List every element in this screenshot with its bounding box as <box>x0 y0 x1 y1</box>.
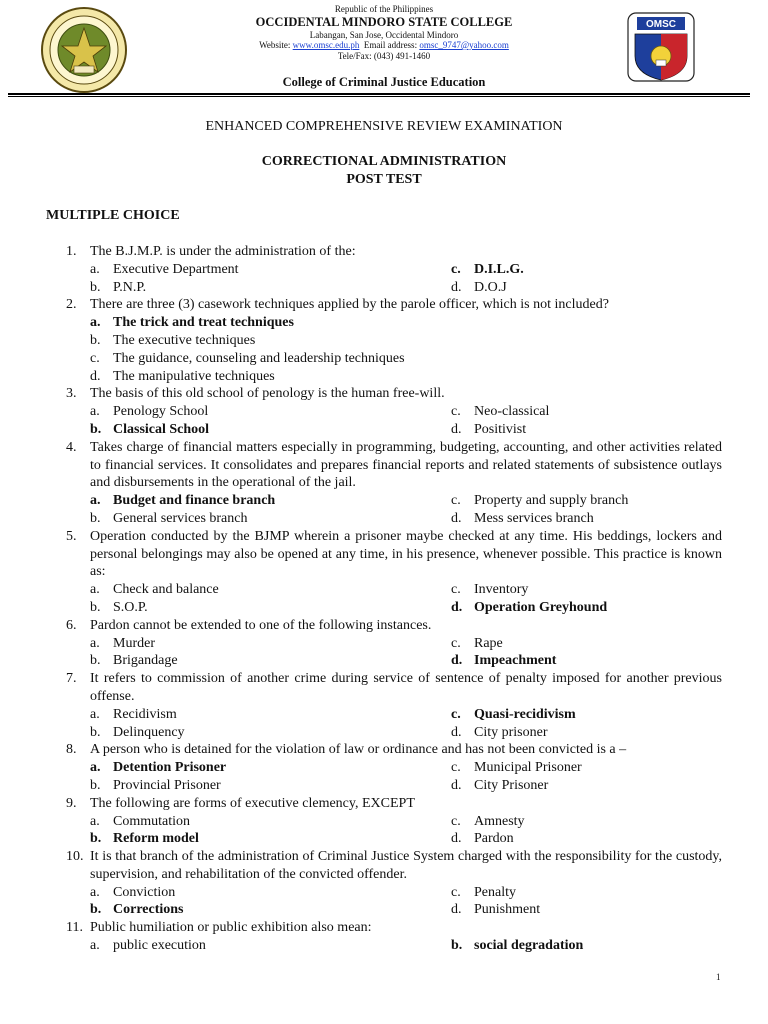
option-letter: a. <box>90 884 100 900</box>
option-row <box>0 759 768 777</box>
question-number: 2. <box>66 297 77 313</box>
option-text: Municipal Prisoner <box>474 760 582 776</box>
option-row <box>0 706 768 724</box>
option-letter: b. <box>90 724 101 740</box>
question-item <box>0 296 768 385</box>
question-item <box>0 385 768 438</box>
header-divider-thin <box>8 96 750 97</box>
option-letter: a. <box>90 261 100 277</box>
option-letter: c. <box>451 261 461 277</box>
department-name: College of Criminal Justice Education <box>282 75 486 89</box>
question-number: 9. <box>66 795 77 811</box>
option-text: Mess services branch <box>474 510 594 526</box>
option <box>90 884 175 902</box>
option-text: City Prisoner <box>474 777 549 793</box>
question-number: 6. <box>66 617 77 633</box>
option-letter: a. <box>90 493 101 509</box>
option <box>90 724 185 742</box>
option-row <box>0 492 768 510</box>
question-item <box>0 439 768 528</box>
option-text: Commutation <box>113 813 190 829</box>
option-row <box>0 813 768 831</box>
option-text: Recidivism <box>113 706 177 722</box>
question-number: 5. <box>66 528 77 544</box>
option-text: Amnesty <box>474 813 525 829</box>
option-letter: d. <box>451 777 462 793</box>
contact-line <box>160 40 608 50</box>
option-letter: a. <box>90 635 100 651</box>
option-row <box>0 937 768 955</box>
option-letter: d. <box>451 279 462 295</box>
option-text: D.O.J <box>474 279 507 295</box>
option-letter: c. <box>451 706 461 722</box>
option-text: Provincial Prisoner <box>113 777 221 793</box>
option-correct <box>451 261 524 279</box>
option-letter: c. <box>451 582 461 598</box>
republic-line: Republic of the Philippines <box>334 4 434 14</box>
question-number: 7. <box>66 671 77 687</box>
option <box>451 421 526 439</box>
question-item <box>0 528 768 617</box>
option-text: Conviction <box>113 884 176 900</box>
option-text: Budget and finance branch <box>113 493 276 509</box>
option <box>90 510 247 528</box>
question-text: Takes charge of financial matters especially in programming, budgeting, accounting, and other activities related to financial services. It consolidates and prepares financial reports and related statements of subsistence outlays and disbursements in the operational of the jail. <box>90 439 722 491</box>
option <box>90 652 178 670</box>
option-text: General services branch <box>113 510 248 526</box>
question-text: Pardon cannot be extended to one of the following instances. <box>90 617 432 633</box>
option-letter: d. <box>451 599 463 615</box>
option <box>90 350 405 368</box>
option-correct <box>451 706 576 724</box>
option-text: S.O.P. <box>113 599 148 615</box>
option-text: Property and supply branch <box>474 493 629 509</box>
option-text: Operation Greyhound <box>474 599 608 615</box>
option-letter: b. <box>451 938 463 954</box>
question-number: 8. <box>66 742 77 758</box>
option-text: Classical School <box>113 421 210 437</box>
question-number: 10. <box>66 849 84 865</box>
option-correct <box>451 652 556 670</box>
question-text: Operation conducted by the BJMP wherein a prisoner maybe checked at any time. His beddings, lockers and personal belongings may also be opened at any time, in his presence, whenever possible. This practice is known as: <box>90 528 722 580</box>
option-letter: a. <box>90 706 100 722</box>
option-row <box>0 510 768 528</box>
option <box>451 279 507 297</box>
exam-title: ENHANCED COMPREHENSIVE REVIEW EXAMINATION <box>205 119 563 134</box>
option-letter: c. <box>451 404 461 420</box>
question-item <box>0 848 768 919</box>
option <box>90 777 221 795</box>
option-letter: d. <box>451 831 462 847</box>
question-text: It refers to commission of another crime during service of sentence of penalty imposed for another previous offense. <box>90 671 722 704</box>
option-letter: d. <box>451 902 462 918</box>
option-text: D.I.L.G. <box>474 261 524 277</box>
option-text: Brigandage <box>113 653 178 669</box>
question-item <box>0 741 768 794</box>
option-row <box>0 421 768 439</box>
option <box>451 777 548 795</box>
option <box>451 884 516 902</box>
option-text: Pardon <box>474 831 514 847</box>
option-row <box>0 599 768 617</box>
question-number: 3. <box>66 386 77 402</box>
option-text: Executive Department <box>113 261 239 277</box>
option-letter: b. <box>90 279 101 295</box>
option-text: social degradation <box>474 938 584 954</box>
option-row <box>0 332 768 350</box>
option <box>451 724 548 742</box>
option-letter: c. <box>451 760 461 776</box>
option <box>90 279 146 297</box>
option <box>90 403 208 421</box>
question-number: 1. <box>66 244 77 259</box>
option <box>451 510 594 528</box>
question-item <box>0 243 768 296</box>
option-correct <box>451 599 607 617</box>
option <box>90 635 155 653</box>
option <box>90 581 219 599</box>
option-correct <box>90 314 294 332</box>
option-letter: a. <box>90 813 100 829</box>
option-text: Check and balance <box>113 582 219 598</box>
option-row <box>0 279 768 297</box>
option-letter: d. <box>451 653 463 669</box>
option <box>90 706 177 724</box>
option-letter: a. <box>90 404 100 420</box>
option-letter: d. <box>451 421 462 437</box>
option <box>90 813 190 831</box>
header-divider-thick <box>8 93 750 95</box>
question-text: The following are forms of executive clemency, EXCEPT <box>90 795 415 811</box>
option-letter: a. <box>90 760 101 776</box>
option-text: Punishment <box>474 902 541 918</box>
option-row <box>0 901 768 919</box>
option-row <box>0 635 768 653</box>
college-seal-logo <box>40 6 128 94</box>
test-title: POST TEST <box>346 172 422 187</box>
option-letter: d. <box>451 510 462 526</box>
option <box>451 759 582 777</box>
option-letter: b. <box>90 777 101 793</box>
option-text: Penalty <box>474 884 516 900</box>
option-text: Neo-classical <box>474 404 550 420</box>
option-text: Quasi-recidivism <box>474 706 576 722</box>
question-item <box>0 919 768 955</box>
option-letter: b. <box>90 902 102 918</box>
option <box>90 261 239 279</box>
option-letter: b. <box>90 831 102 847</box>
option-letter: b. <box>90 332 101 348</box>
option-row <box>0 314 768 332</box>
option-correct <box>90 830 199 848</box>
option-correct <box>90 421 209 439</box>
option <box>451 581 528 599</box>
option-text: Murder <box>113 635 155 651</box>
email-link[interactable]: omsc_9747@yahoo.com <box>419 40 509 50</box>
email-label: Email address: <box>363 40 418 50</box>
page-number: 1 <box>716 972 721 982</box>
question-list <box>0 243 768 955</box>
option-letter: b. <box>90 421 102 437</box>
option-letter: c. <box>451 884 461 900</box>
option-text: Reform model <box>113 831 199 847</box>
option-text: The trick and treat techniques <box>113 315 294 331</box>
option-text: Inventory <box>474 582 529 598</box>
option <box>451 492 628 510</box>
option <box>451 813 525 831</box>
option-text: Impeachment <box>474 653 557 669</box>
question-text: It is that branch of the administration of Criminal Justice System charged with the responsibility for the custody, supervision, and rehabilitation of the convicted offender. <box>90 849 722 882</box>
option-letter: a. <box>90 938 100 954</box>
option <box>451 403 549 421</box>
option-text: Penology School <box>113 404 209 420</box>
question-text: Public humiliation or public exhibition also mean: <box>90 920 372 936</box>
option-correct <box>90 759 226 777</box>
section-heading: MULTIPLE CHOICE <box>46 208 180 223</box>
option-row <box>0 581 768 599</box>
question-text: The basis of this old school of penology is the human free-will. <box>90 386 445 402</box>
question-item <box>0 670 768 741</box>
question-text: The B.J.M.P. is under the administration of the: <box>90 244 356 259</box>
omsc-logo-text: OMSC <box>646 19 676 30</box>
option-letter: d. <box>90 368 101 384</box>
option-letter: b. <box>90 653 101 669</box>
option-text: The guidance, counseling and leadership techniques <box>113 350 405 366</box>
option <box>451 830 514 848</box>
option-letter: c. <box>451 813 461 829</box>
option <box>90 368 275 386</box>
option-row <box>0 261 768 279</box>
option-text: public execution <box>113 938 206 954</box>
option-text: P.N.P. <box>113 279 147 295</box>
option <box>90 937 206 955</box>
option <box>451 901 540 919</box>
option-text: Detention Prisoner <box>113 760 227 776</box>
option-row <box>0 350 768 368</box>
website-link[interactable]: www.omsc.edu.ph <box>292 40 360 50</box>
question-number: 4. <box>66 439 77 455</box>
option-row <box>0 884 768 902</box>
option-row <box>0 724 768 742</box>
option-row <box>0 777 768 795</box>
option-text: The manipulative techniques <box>113 368 275 384</box>
option-letter: d. <box>451 724 462 740</box>
option-text: Delinquency <box>113 724 185 740</box>
option-letter: a. <box>90 315 101 331</box>
omsc-shield-logo <box>627 12 695 82</box>
option <box>90 332 255 350</box>
question-number: 11. <box>66 920 83 936</box>
website-label: Website: <box>259 40 291 50</box>
question-item <box>0 795 768 848</box>
option-correct <box>90 901 184 919</box>
subject-title: CORRECTIONAL ADMINISTRATION <box>261 154 507 169</box>
option-text: Corrections <box>113 902 184 918</box>
option <box>451 635 503 653</box>
option <box>90 599 148 617</box>
option-letter: b. <box>90 510 101 526</box>
option-letter: c. <box>90 350 100 366</box>
question-text: A person who is detained for the violation of law or ordinance and has not been convicted is a – <box>90 742 627 758</box>
option-row <box>0 368 768 386</box>
college-name: OCCIDENTAL MINDORO STATE COLLEGE <box>255 15 513 29</box>
option-row <box>0 403 768 421</box>
option-text: Rape <box>474 635 503 651</box>
option-correct <box>90 492 275 510</box>
option-letter: a. <box>90 582 100 598</box>
option-text: The executive techniques <box>113 332 256 348</box>
option-text: Positivist <box>474 421 527 437</box>
telfax-line: Tele/Fax: (043) 491-1460 <box>337 51 431 61</box>
option-text: City prisoner <box>474 724 548 740</box>
option-letter: c. <box>451 493 461 509</box>
option-letter: b. <box>90 599 101 615</box>
option-row <box>0 830 768 848</box>
option-row <box>0 652 768 670</box>
option-correct <box>451 937 583 955</box>
option-letter: c. <box>451 635 461 651</box>
college-address: Labangan, San Jose, Occidental Mindoro <box>309 30 459 40</box>
document-header <box>0 0 768 96</box>
question-text: There are three (3) casework techniques applied by the parole officer, which is not included? <box>90 297 609 313</box>
question-item <box>0 617 768 670</box>
